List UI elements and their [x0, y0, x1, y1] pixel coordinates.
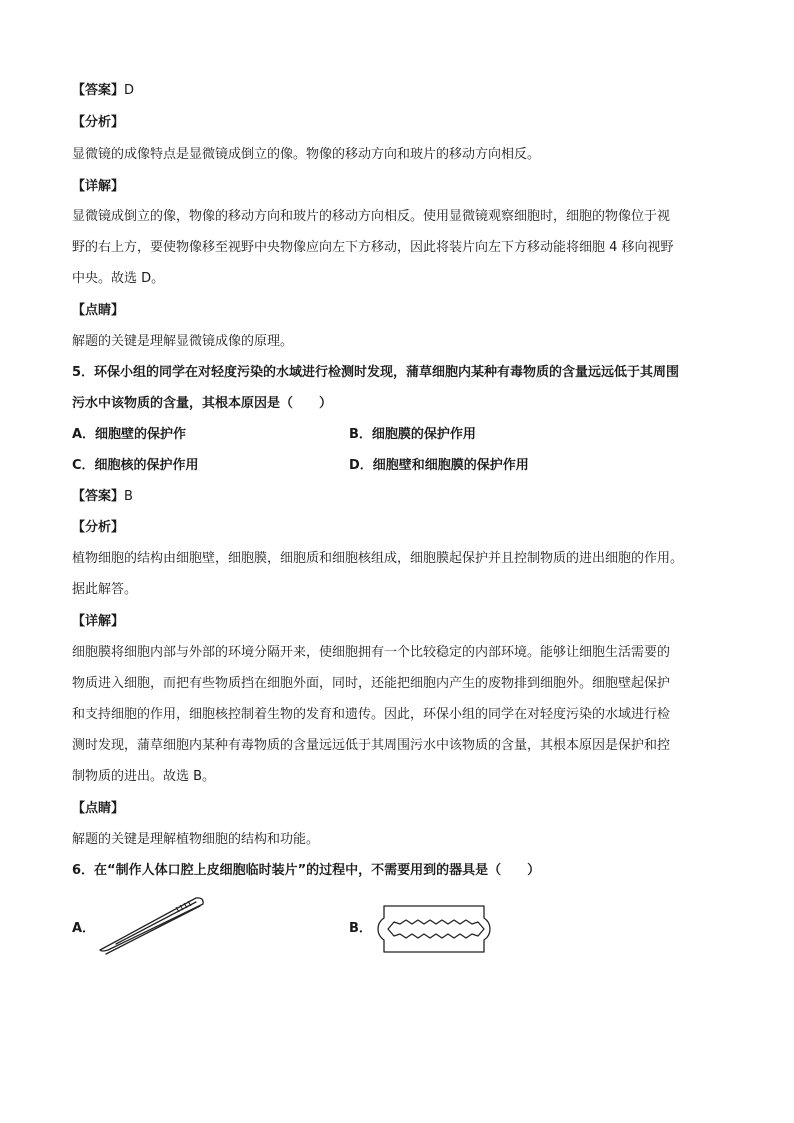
- answer-tag: 【答案】: [72, 489, 125, 504]
- q5-analysis-line: 植物细胞的结构由细胞壁，细胞膜，细胞质和细胞核组成，细胞膜起保护并且控制物质的进出细胞的作用。: [72, 551, 684, 566]
- razor-blade-icon: [372, 900, 496, 962]
- q5-analysis-line: 据此解答。: [72, 582, 138, 597]
- q4-tip-tag: 【点睛】: [72, 303, 125, 318]
- q4-answer: [72, 82, 134, 100]
- q5-option-d: D．细胞壁和细胞膜的保护作用: [349, 458, 529, 473]
- q5-detail-line: 细胞膜将细胞内部与外部的环境分隔开来，使细胞拥有一个比较稳定的内部环境。能够让细胞生活需要的: [72, 645, 671, 660]
- q5-detail-line: 测时发现，蒲草细胞内某种有毒物质的含量远远低于其周围污水中该物质的含量，其根本原因是保护和控: [72, 738, 671, 753]
- q4-detail-line: 中央。故选 D。: [72, 271, 165, 286]
- q5-detail-tag: 【详解】: [72, 614, 125, 629]
- q4-detail-tag: 【详解】: [72, 179, 125, 194]
- q6-option-a-label: A．: [72, 921, 96, 936]
- q5-option-b: B．细胞膜的保护作用: [349, 427, 476, 442]
- q4-detail-line: 野的右上方，要使物像移至视野中央物像应向左下方移动，因此将装片向左下方移动能将细胞 4 移向视野: [72, 240, 674, 255]
- q5-tip-text: 解题的关键是理解植物细胞的结构和功能。: [72, 832, 320, 847]
- q5-detail-line: 和支持细胞的作用，细胞核控制着生物的发育和遗传。因此，环保小组的同学在对轻度污染的水域进行检: [72, 707, 671, 722]
- q4-tip-text: 解题的关键是理解显微镜成像的原理。: [72, 334, 294, 349]
- q5-option-c: C．细胞核的保护作用: [72, 458, 199, 473]
- q5-stem-line: 5．环保小组的同学在对轻度污染的水域进行检测时发现，蒲草细胞内某种有毒物质的含量远远低于其周围: [72, 365, 680, 380]
- q5-tip-tag: 【点睛】: [72, 801, 125, 816]
- q4-analysis-tag: 【分析】: [72, 115, 125, 130]
- q5-detail-line: 制物质的进出。故选 B。: [72, 769, 216, 784]
- answer-value: D: [124, 83, 135, 98]
- q5-option-a: A．细胞壁的保护作: [72, 427, 187, 442]
- answer-value: B: [124, 489, 133, 504]
- q4-analysis-text: 显微镜的成像特点是显微镜成倒立的像。物像的移动方向和玻片的移动方向相反。: [72, 147, 541, 162]
- q5-detail-line: 物质进入细胞，而把有些物质挡在细胞外面，同时，还能把细胞内产生的废物排到细胞外。细胞壁起保护: [72, 676, 671, 691]
- q4-detail-line: 显微镜成倒立的像，物像的移动方向和玻片的移动方向相反。使用显微镜观察细胞时，细胞的物像位于视: [72, 209, 671, 224]
- q5-stem-line: 污水中该物质的含量，其根本原因是（ ）: [72, 396, 333, 411]
- q6-option-b-label: B．: [349, 921, 372, 936]
- q5-analysis-tag: 【分析】: [72, 520, 125, 535]
- answer-tag: 【答案】: [72, 83, 125, 98]
- tweezers-icon: [96, 894, 208, 962]
- q5-answer: [72, 488, 133, 506]
- q6-stem: 6．在“制作人体口腔上皮细胞临时装片”的过程中，不需要用到的器具是（ ）: [72, 863, 541, 878]
